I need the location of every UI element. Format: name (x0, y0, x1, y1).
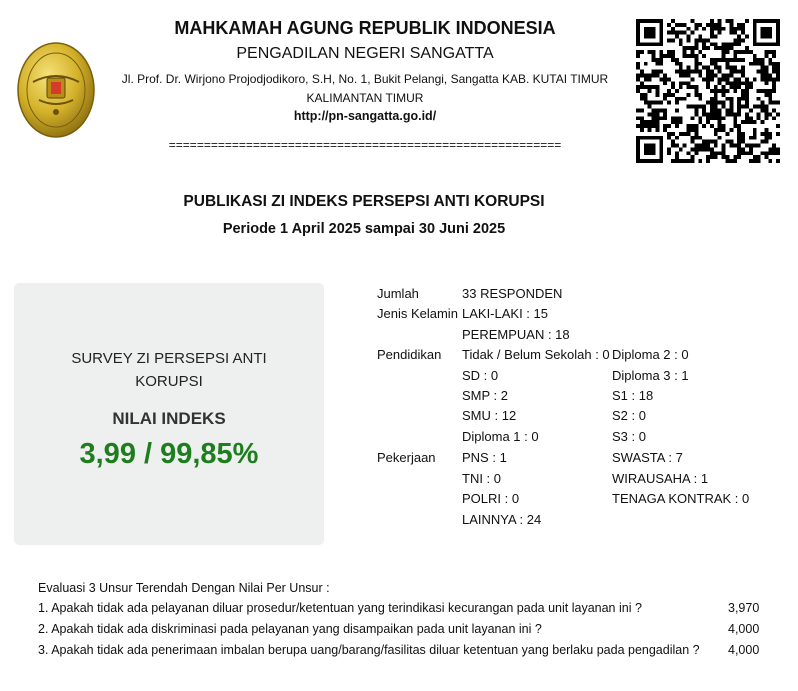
education-item: Tidak / Belum Sekolah : 0 (462, 347, 610, 362)
education-item: Diploma 3 : 1 (612, 368, 689, 383)
gender-item: LAKI-LAKI : 15 (462, 306, 548, 321)
education-item: S1 : 18 (612, 388, 654, 403)
jumlah-label: Jumlah (377, 286, 419, 301)
job-item: TNI : 0 (462, 471, 502, 486)
evaluation-item: 1. Apakah tidak ada pelayanan diluar prosedur/ketentuan yang terindikasi kecurangan pada unit layanan ini ? (38, 601, 642, 615)
index-summary-card (14, 283, 324, 545)
qr-code-icon (636, 19, 780, 163)
jumlah-value: 33 RESPONDEN (462, 286, 563, 301)
mahkamah-agung-emblem-icon (17, 42, 95, 138)
address-line-1: Jl. Prof. Dr. Wirjono Projodjodikoro, S.H, No. 1, Bukit Pelangi, Sangatta KAB. KUTAI TIMUR (121, 72, 609, 86)
gender-label: Jenis Kelamin (377, 306, 458, 321)
court-website-link[interactable]: http://pn-sangatta.go.id/ (293, 109, 437, 123)
job-item: POLRI : 0 (462, 491, 520, 506)
gender-item: PEREMPUAN : 18 (462, 327, 570, 342)
job-item: LAINNYA : 24 (462, 512, 542, 527)
education-item: S2 : 0 (612, 408, 646, 423)
education-item: Diploma 1 : 0 (462, 429, 539, 444)
evaluation-score: 3,970 (728, 601, 760, 615)
evaluation-item: 3. Apakah tidak ada penerimaan imbalan berupa uang/barang/fasilitas diluar ketentuan yang berlaku pada pengadilan ? (38, 643, 700, 657)
education-item: SMU : 12 (462, 408, 517, 423)
job-item: TENAGA KONTRAK : 0 (612, 491, 750, 506)
job-label: Pekerjaan (377, 450, 436, 465)
survey-title: SURVEY ZI PERSEPSI ANTI KORUPSI (71, 350, 267, 390)
institution-title: MAHKAMAH AGUNG REPUBLIK INDONESIA (174, 18, 556, 38)
index-value: 3,99 / 99,85% (79, 438, 259, 470)
evaluation-score: 4,000 (728, 622, 760, 636)
index-label: NILAI INDEKS (112, 409, 226, 428)
education-label: Pendidikan (377, 347, 442, 362)
evaluation-heading: Evaluasi 3 Unsur Terendah Dengan Nilai Per Unsur : (38, 581, 330, 595)
education-item: Diploma 2 : 0 (612, 347, 689, 362)
court-address (110, 70, 620, 108)
court-name: PENGADILAN NEGERI SANGATTA (236, 45, 494, 62)
job-item: SWASTA : 7 (612, 450, 683, 465)
education-item: SMP : 2 (462, 388, 509, 403)
address-line-2: KALIMANTAN TIMUR (306, 91, 424, 105)
publication-period: Periode 1 April 2025 sampai 30 Juni 2025 (222, 221, 506, 237)
education-item: S3 : 0 (612, 429, 646, 444)
publication-title: PUBLIKASI ZI INDEKS PERSEPSI ANTI KORUPSI (183, 193, 545, 210)
job-item: PNS : 1 (462, 450, 507, 465)
evaluation-score: 4,000 (728, 643, 760, 657)
job-item: WIRAUSAHA : 1 (612, 471, 709, 486)
education-item: SD : 0 (462, 368, 499, 383)
header-separator: ======================================================== (168, 138, 562, 152)
evaluation-item: 2. Apakah tidak ada diskriminasi pada pelayanan yang disampaikan pada unit layanan ini ? (38, 622, 542, 636)
